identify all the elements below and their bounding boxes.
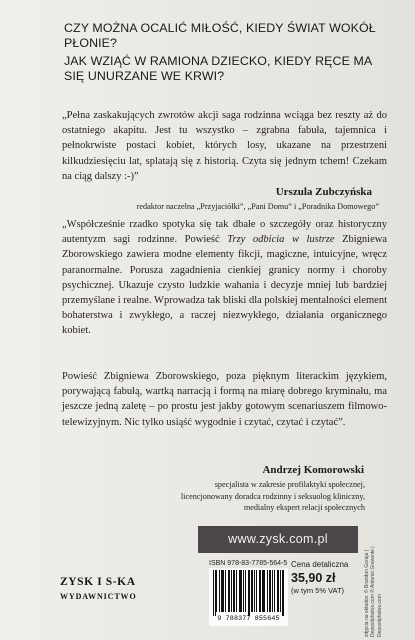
- quote2-part1: „Współcześnie rzadko spotyka się tak dbałe o szczegóły oraz historyczny autentyzm sagi rodzinne. Powieść: [62, 219, 387, 246]
- cover-credits: zdjęcia na okładce: © Brandon Goraja | Depositphotos.com © Antonio Gravante | Depositphotos.com: [364, 546, 383, 637]
- quote-zubczynska: „Pełna zaskakujących zwrotów akcji saga rodzinna wciąga bez reszty aż do ostatniego akapitu. Jest tu wszystko – zgrabna fabuła, tajemnica i pełnokrwiste postaci kobiet, których losy, ukazane na przestrzeni kilkudziesięciu lat, splatają się z historią. Czyta się jednym tchem! Czekam na ciąg dalszy :-)”: [62, 110, 387, 182]
- barcode-digits: 9 788377 855645: [217, 615, 280, 622]
- role-line: licencjonowany doradca rodzinny i seksuolog kliniczny,: [180, 491, 365, 501]
- price-vat: (w tym 5% VAT): [291, 586, 345, 595]
- quote-komorowski: Powieść Zbigniewa Zborowskiego, poza pięknym literackim językiem, porywającą fabułą, wartką narracją i formą na miarę dobrego kryminału, ma jeszcze jedną zaletę – po prostu jest jakby gotowym scenariuszem filmowo-telewizyjnym. Nic tylko usiąść wygodnie i czytać, czytać i czytać”.: [62, 371, 387, 428]
- author-komorowski: Andrzej Komorowski: [262, 464, 364, 476]
- isbn-number: ISBN 978-83-7785-564-5: [209, 560, 288, 567]
- role-zubczynska: redaktor naczelna „Przyjaciółki”, „Pani Domu” i „Poradnika Domowego”: [136, 202, 379, 211]
- role-komorowski: [105, 479, 365, 514]
- quote-anonymous: [62, 217, 387, 339]
- role-line: medialny ekspert relacji społecznych: [243, 503, 365, 512]
- headline-line-2: JAK WZIĄĆ W RAMIONA DZIECKO, KIEDY RĘCE MA SIĘ UNURZANE WE KRWI?: [64, 54, 372, 83]
- publisher-name: ZYSK I S-KA: [60, 576, 136, 588]
- price-label: Cena detaliczna: [291, 560, 349, 569]
- role-line: specjalista w zakresie profilaktyki społecznej,: [214, 480, 365, 489]
- publisher-sub: WYDAWNICTWO: [60, 592, 137, 601]
- price-value: 35,90 zł: [291, 571, 336, 585]
- headline-line-1: CZY MOŻNA OCALIĆ MIŁOŚĆ, KIEDY ŚWIAT WOKÓŁ PŁONIE?: [64, 21, 376, 50]
- quote2-part2: Zbigniewa Zborowskiego zawiera modne elementy fikcji, magiczne, intuicyjne, wręcz paranormalne. Porusza zagadnienia cienkiej granicy normy i choroby psychicznej. Ukazuje czysto ludzkie wahania i decyzje mniej lub bardziej przemyślane i realne. Wprowadza tak bliski dla polskiej mentalności element bohaterstwa i zwykłego, a raczej niezwykłego, działania organicznego kobiet.: [62, 234, 387, 337]
- barcode: [209, 568, 288, 626]
- barcode-bars-icon: [213, 570, 284, 616]
- price-block: [291, 560, 359, 595]
- quote2-book-title: Trzy odbicia w lustrze: [227, 234, 335, 246]
- website-banner: www.zysk.com.pl: [198, 526, 358, 553]
- publisher-logo: [60, 576, 137, 601]
- author-zubczynska: Urszula Zubczyńska: [275, 186, 372, 198]
- headline: [64, 21, 394, 87]
